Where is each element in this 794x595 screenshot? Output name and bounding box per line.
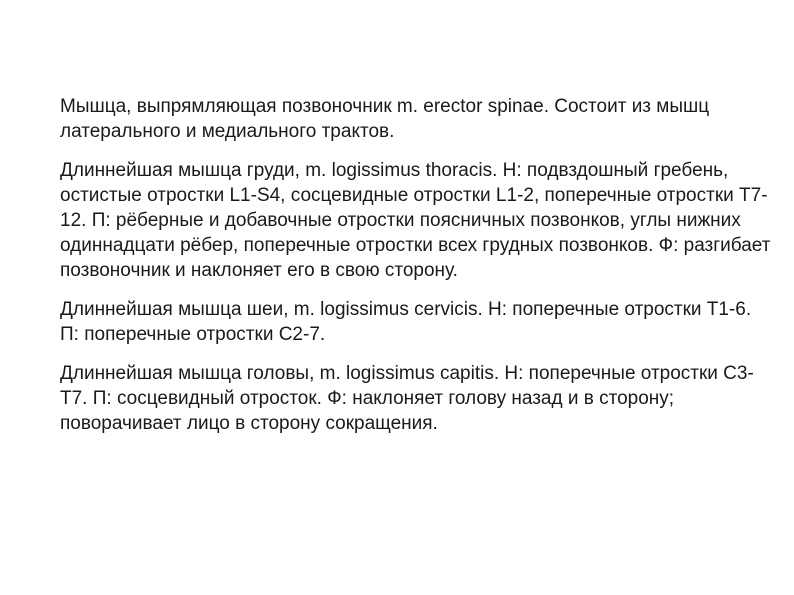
slide-body-text [60, 94, 774, 436]
paragraph-longissimus-cervicis: Длиннейшая мышца шеи, m. logissimus cervicis. Н: поперечные отростки Т1-6. П: поперечные отростки С2-7. [60, 299, 752, 345]
paragraph-erector-spinae: Мышца, выпрямляющая позвоночник m. erector spinae. Состоит из мышц латерального и медиального трактов. [60, 96, 710, 142]
paragraph-longissimus-capitis: Длиннейшая мышца головы, m. logissimus capitis. Н: поперечные отростки С3-Т7. П: сосцевидный отросток. Ф: наклоняет голову назад и в сторону; поворачивает лицо в сторону сокращения. [60, 363, 754, 434]
paragraph-longissimus-thoracis: Длиннейшая мышца груди, m. logissimus thoracis. Н: подвздошный гребень, остистые отростки L1-S4, сосцевидные отростки L1-2, поперечные отростки Т7-12. П: рёберные и добавочные отростки поясничных позвонков, углы нижних одиннадцати рёбер, поперечные отростки всех грудных позвонков. Ф: разгибает позвоночник и наклоняет его в свою сторону. [60, 160, 771, 281]
